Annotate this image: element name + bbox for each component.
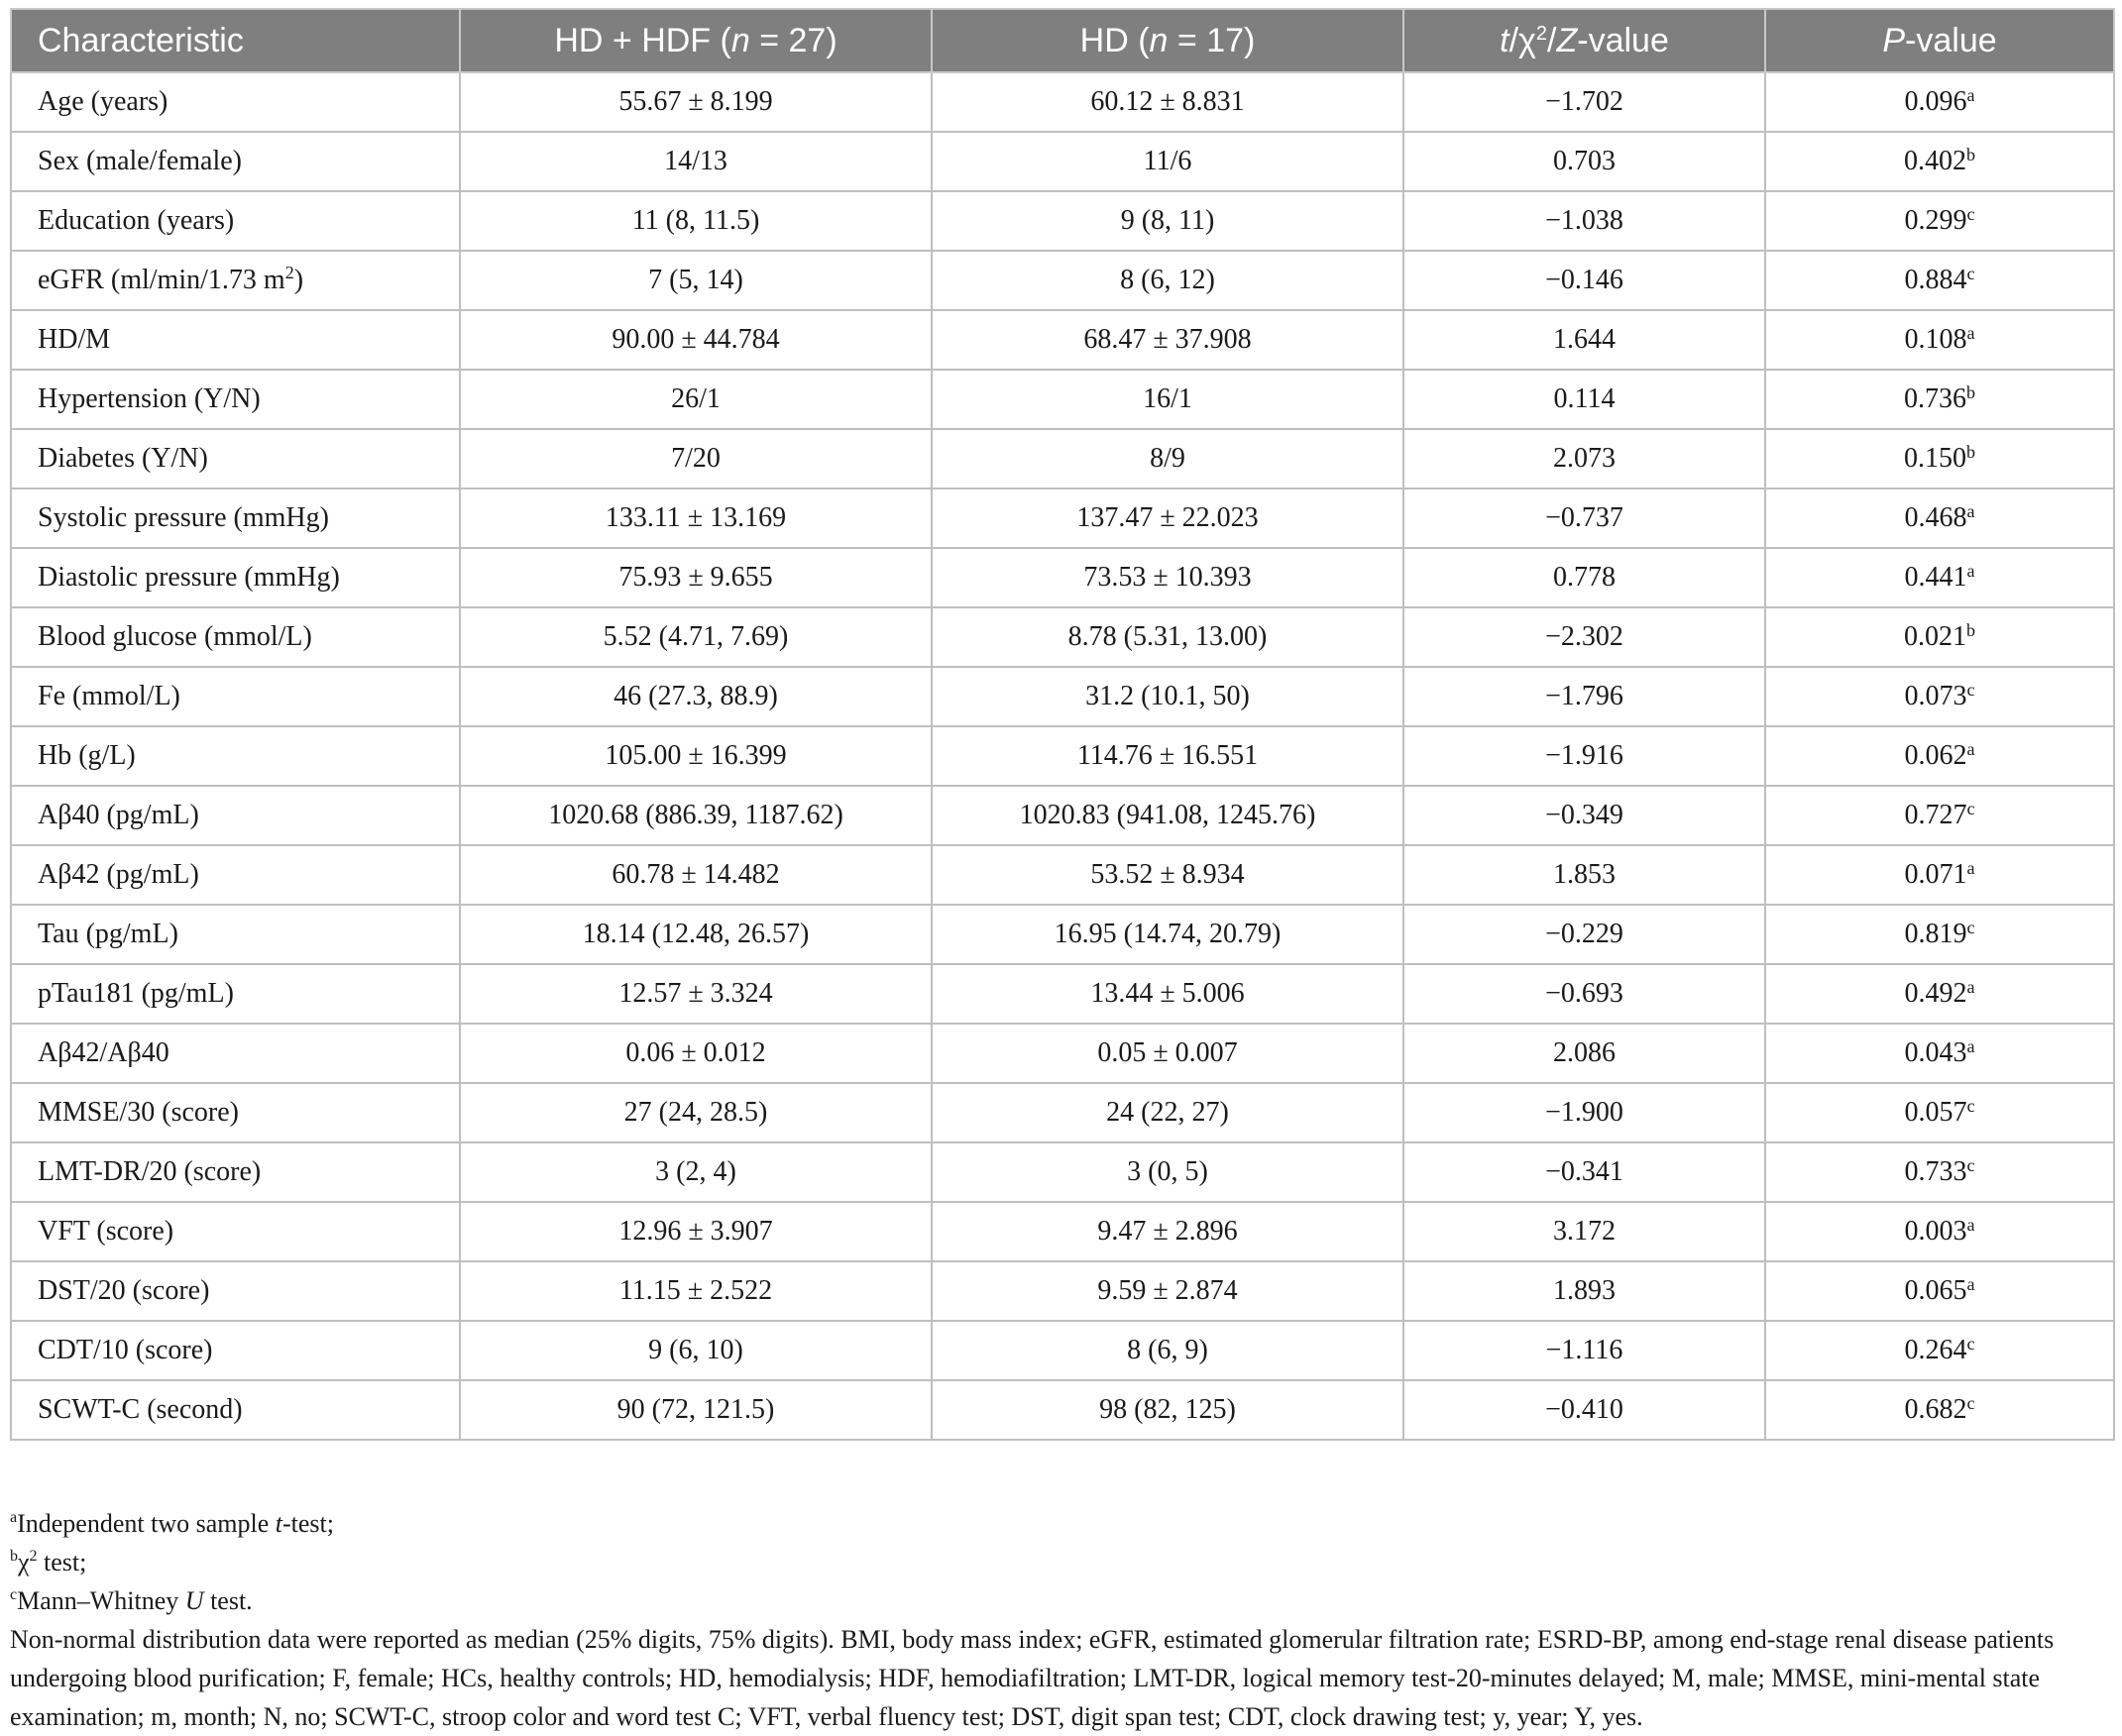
p-value-number: 0.819 — [1904, 919, 1967, 949]
row-label: DST/20 (score) — [11, 1261, 460, 1321]
row-label: VFT (score) — [11, 1202, 460, 1261]
p-value-number: 0.043 — [1904, 1037, 1967, 1068]
cell-hd: 0.05 ± 0.007 — [932, 1024, 1403, 1083]
table-row — [11, 845, 2114, 905]
table-row — [11, 1024, 2114, 1083]
cell-statistic: 2.073 — [1403, 429, 1765, 488]
cell-hd-hdf: 0.06 ± 0.012 — [460, 1024, 932, 1083]
cell-hd: 13.44 ± 5.006 — [932, 964, 1403, 1024]
p-value-test-mark: c — [1966, 1096, 1975, 1116]
p-value-test-mark: a — [1966, 323, 1975, 343]
p-value-test-mark: b — [1966, 145, 1975, 164]
cell-hd-hdf: 11.15 ± 2.522 — [460, 1261, 932, 1321]
characteristics-table — [10, 8, 2115, 1441]
cell-statistic: −1.900 — [1403, 1083, 1765, 1142]
cell-hd: 16.95 (14.74, 20.79) — [932, 905, 1403, 964]
p-value-number: 0.065 — [1904, 1275, 1967, 1306]
p-value-number: 0.441 — [1904, 562, 1967, 593]
row-label: Aβ42/Aβ40 — [11, 1024, 460, 1083]
row-label: pTau181 (pg/mL) — [11, 964, 460, 1024]
cell-hd: 24 (22, 27) — [932, 1083, 1403, 1142]
table-row — [11, 370, 2114, 429]
cell-hd: 11/6 — [932, 132, 1403, 191]
table-notes — [10, 1504, 2113, 1736]
cell-p-value — [1765, 1142, 2114, 1202]
cell-statistic: −2.302 — [1403, 607, 1765, 667]
p-value-number: 0.108 — [1904, 324, 1967, 355]
row-label: Aβ40 (pg/mL) — [11, 786, 460, 845]
p-value-number: 0.727 — [1904, 800, 1967, 830]
cell-hd: 68.47 ± 37.908 — [932, 310, 1403, 370]
table-row — [11, 607, 2114, 667]
cell-p-value — [1765, 845, 2114, 905]
cell-hd: 3 (0, 5) — [932, 1142, 1403, 1202]
cell-statistic: −0.146 — [1403, 251, 1765, 310]
p-value-test-mark: a — [1966, 1215, 1975, 1235]
row-label: Diabetes (Y/N) — [11, 429, 460, 488]
cell-hd: 8/9 — [932, 429, 1403, 488]
cell-hd: 8 (6, 12) — [932, 251, 1403, 310]
cell-statistic: 3.172 — [1403, 1202, 1765, 1261]
row-label: Aβ42 (pg/mL) — [11, 845, 460, 905]
table-row — [11, 72, 2114, 132]
header-p-value: P-value — [1765, 9, 2114, 72]
row-label: Diastolic pressure (mmHg) — [11, 548, 460, 607]
cell-p-value — [1765, 1380, 2114, 1440]
table-row — [11, 132, 2114, 191]
p-value-number: 0.264 — [1904, 1335, 1967, 1365]
header-characteristic: Characteristic — [11, 9, 460, 72]
cell-hd-hdf: 90.00 ± 44.784 — [460, 310, 932, 370]
cell-hd: 8.78 (5.31, 13.00) — [932, 607, 1403, 667]
p-value-test-mark: a — [1966, 1036, 1975, 1056]
table-container — [10, 8, 2113, 1441]
cell-hd-hdf: 26/1 — [460, 370, 932, 429]
cell-hd: 31.2 (10.1, 50) — [932, 667, 1403, 726]
cell-p-value — [1765, 607, 2114, 667]
p-value-test-mark: c — [1966, 264, 1975, 283]
p-value-number: 0.736 — [1904, 383, 1966, 414]
cell-hd: 53.52 ± 8.934 — [932, 845, 1403, 905]
p-value-test-mark: a — [1966, 1274, 1975, 1294]
cell-p-value — [1765, 667, 2114, 726]
row-label: Hypertension (Y/N) — [11, 370, 460, 429]
p-value-number: 0.073 — [1904, 681, 1967, 711]
table-row — [11, 251, 2114, 310]
row-label: eGFR (ml/min/1.73 $m^2$) — [11, 251, 460, 310]
row-label: Blood glucose (mmol/L) — [11, 607, 460, 667]
cell-statistic: −0.410 — [1403, 1380, 1765, 1440]
p-value-number: 0.884 — [1904, 265, 1967, 295]
cell-hd: 9.59 ± 2.874 — [932, 1261, 1403, 1321]
cell-p-value — [1765, 1202, 2114, 1261]
table-row — [11, 488, 2114, 548]
cell-hd-hdf: 75.93 ± 9.655 — [460, 548, 932, 607]
footnote-a: $^a$Independent two sample t-test; — [10, 1509, 334, 1538]
cell-hd-hdf: 7/20 — [460, 429, 932, 488]
p-value-test-mark: c — [1966, 1334, 1975, 1354]
cell-hd: 9 (8, 11) — [932, 191, 1403, 251]
cell-hd-hdf: 27 (24, 28.5) — [460, 1083, 932, 1142]
cell-p-value — [1765, 310, 2114, 370]
table-body — [11, 72, 2114, 1440]
p-value-test-mark: c — [1966, 799, 1975, 818]
cell-p-value — [1765, 1261, 2114, 1321]
cell-statistic: −0.693 — [1403, 964, 1765, 1024]
cell-p-value — [1765, 1083, 2114, 1142]
p-value-test-mark: c — [1966, 1155, 1975, 1175]
cell-p-value — [1765, 370, 2114, 429]
row-label: LMT-DR/20 (score) — [11, 1142, 460, 1202]
p-value-number: 0.682 — [1904, 1394, 1967, 1425]
cell-hd-hdf: 12.57 ± 3.324 — [460, 964, 932, 1024]
p-value-test-mark: b — [1966, 620, 1975, 640]
table-row — [11, 964, 2114, 1024]
row-label: Systolic pressure (mmHg) — [11, 488, 460, 548]
table-row — [11, 1321, 2114, 1380]
table-row — [11, 548, 2114, 607]
cell-hd-hdf: 46 (27.3, 88.9) — [460, 667, 932, 726]
p-value-number: 0.057 — [1904, 1097, 1967, 1128]
p-value-number: 0.096 — [1904, 86, 1967, 117]
cell-hd-hdf: 18.14 (12.48, 26.57) — [460, 905, 932, 964]
p-value-test-mark: c — [1966, 680, 1975, 700]
table-row — [11, 667, 2114, 726]
p-value-test-mark: a — [1966, 501, 1975, 521]
row-label: Fe (mmol/L) — [11, 667, 460, 726]
cell-hd: 9.47 ± 2.896 — [932, 1202, 1403, 1261]
cell-p-value — [1765, 1321, 2114, 1380]
footnote-c: $^c$Mann–Whitney U test. — [10, 1586, 253, 1615]
cell-p-value — [1765, 964, 2114, 1024]
cell-statistic: 0.778 — [1403, 548, 1765, 607]
cell-statistic: −0.341 — [1403, 1142, 1765, 1202]
row-label: Age (years) — [11, 72, 460, 132]
cell-hd: 98 (82, 125) — [932, 1380, 1403, 1440]
cell-statistic: 1.853 — [1403, 845, 1765, 905]
p-value-number: 0.003 — [1904, 1216, 1967, 1247]
row-label: Tau (pg/mL) — [11, 905, 460, 964]
cell-p-value — [1765, 191, 2114, 251]
p-value-number: 0.468 — [1904, 502, 1967, 533]
p-value-test-mark: b — [1966, 442, 1975, 462]
table-header-row — [11, 9, 2114, 72]
cell-statistic: −0.349 — [1403, 786, 1765, 845]
cell-hd: 137.47 ± 22.023 — [932, 488, 1403, 548]
cell-hd: 1020.83 (941.08, 1245.76) — [932, 786, 1403, 845]
p-value-test-mark: c — [1966, 918, 1975, 937]
table-row — [11, 1142, 2114, 1202]
cell-statistic: 0.703 — [1403, 132, 1765, 191]
footnote-b: $^b\chi^2$ test; — [10, 1548, 87, 1576]
p-value-number: 0.150 — [1904, 443, 1966, 474]
p-value-test-mark: a — [1966, 977, 1975, 997]
cell-hd: 73.53 ± 10.393 — [932, 548, 1403, 607]
p-value-test-mark: a — [1966, 739, 1975, 759]
table-row — [11, 191, 2114, 251]
cell-hd: 16/1 — [932, 370, 1403, 429]
cell-statistic: −1.702 — [1403, 72, 1765, 132]
p-value-number: 0.021 — [1904, 621, 1966, 652]
cell-p-value — [1765, 1024, 2114, 1083]
cell-statistic: −1.116 — [1403, 1321, 1765, 1380]
row-label: CDT/10 (score) — [11, 1321, 460, 1380]
table-row — [11, 1083, 2114, 1142]
p-value-test-mark: c — [1966, 204, 1975, 224]
cell-hd-hdf: 7 (5, 14) — [460, 251, 932, 310]
cell-hd-hdf: 55.67 ± 8.199 — [460, 72, 932, 132]
p-value-number: 0.733 — [1904, 1156, 1967, 1187]
p-value-test-mark: c — [1966, 1393, 1975, 1413]
table-row — [11, 1202, 2114, 1261]
p-value-number: 0.492 — [1904, 978, 1967, 1009]
cell-hd-hdf: 3 (2, 4) — [460, 1142, 932, 1202]
cell-p-value — [1765, 488, 2114, 548]
cell-hd-hdf: 133.11 ± 13.169 — [460, 488, 932, 548]
cell-hd-hdf: 1020.68 (886.39, 1187.62) — [460, 786, 932, 845]
cell-statistic: 0.114 — [1403, 370, 1765, 429]
table-row — [11, 786, 2114, 845]
p-value-number: 0.071 — [1904, 859, 1967, 890]
row-label: SCWT-C (second) — [11, 1380, 460, 1440]
header-hd-hdf: HD + HDF (n = 27) — [460, 9, 932, 72]
cell-statistic: 2.086 — [1403, 1024, 1765, 1083]
row-label: Sex (male/female) — [11, 132, 460, 191]
row-label: Hb (g/L) — [11, 726, 460, 786]
cell-p-value — [1765, 786, 2114, 845]
cell-p-value — [1765, 72, 2114, 132]
cell-hd-hdf: 11 (8, 11.5) — [460, 191, 932, 251]
abbreviations-note: Non-normal distribution data were reported as median (25% digits, 75% digits). BMI, body mass index; eGFR, estimated glomerular filtration rate; ESRD-BP, among end-stage renal disease patients undergoing blood purification; F, female; HCs, healthy controls; HD, hemodialysis; HDF, hemodiafiltration; LMT-DR, logical memory test-20-minutes delayed; M, male; MMSE, mini-mental state examination; m, month; N, no; SCWT-C, stroop color and word test C; VFT, verbal fluency test; DST, digit span test; CDT, clock drawing test; y, year; Y, yes. — [10, 1625, 2055, 1731]
cell-hd-hdf: 90 (72, 121.5) — [460, 1380, 932, 1440]
cell-p-value — [1765, 726, 2114, 786]
cell-hd: 8 (6, 9) — [932, 1321, 1403, 1380]
cell-p-value — [1765, 429, 2114, 488]
cell-p-value — [1765, 251, 2114, 310]
table-row — [11, 1380, 2114, 1440]
cell-hd-hdf: 12.96 ± 3.907 — [460, 1202, 932, 1261]
row-label: MMSE/30 (score) — [11, 1083, 460, 1142]
table-row — [11, 726, 2114, 786]
header-statistic: $t/\chi^2/Z$-value — [1403, 9, 1765, 72]
cell-statistic: −0.229 — [1403, 905, 1765, 964]
cell-hd-hdf: 9 (6, 10) — [460, 1321, 932, 1380]
p-value-test-mark: b — [1966, 382, 1975, 402]
row-label: HD/M — [11, 310, 460, 370]
cell-statistic: 1.893 — [1403, 1261, 1765, 1321]
p-value-number: 0.299 — [1904, 205, 1967, 236]
p-value-test-mark: a — [1966, 561, 1975, 581]
cell-hd: 114.76 ± 16.551 — [932, 726, 1403, 786]
cell-p-value — [1765, 905, 2114, 964]
cell-statistic: −1.038 — [1403, 191, 1765, 251]
p-value-number: 0.062 — [1904, 740, 1967, 771]
table-row — [11, 310, 2114, 370]
cell-hd: 60.12 ± 8.831 — [932, 72, 1403, 132]
table-row — [11, 905, 2114, 964]
p-value-test-mark: a — [1966, 85, 1975, 105]
cell-hd-hdf: 5.52 (4.71, 7.69) — [460, 607, 932, 667]
cell-hd-hdf: 60.78 ± 14.482 — [460, 845, 932, 905]
cell-statistic: −0.737 — [1403, 488, 1765, 548]
header-hd: HD (n = 17) — [932, 9, 1403, 72]
cell-p-value — [1765, 548, 2114, 607]
cell-statistic: 1.644 — [1403, 310, 1765, 370]
cell-statistic: −1.916 — [1403, 726, 1765, 786]
cell-hd-hdf: 105.00 ± 16.399 — [460, 726, 932, 786]
p-value-test-mark: a — [1966, 858, 1975, 878]
row-label: Education (years) — [11, 191, 460, 251]
cell-hd-hdf: 14/13 — [460, 132, 932, 191]
cell-statistic: −1.796 — [1403, 667, 1765, 726]
table-row — [11, 1261, 2114, 1321]
p-value-number: 0.402 — [1904, 146, 1966, 176]
cell-p-value — [1765, 132, 2114, 191]
table-row — [11, 429, 2114, 488]
